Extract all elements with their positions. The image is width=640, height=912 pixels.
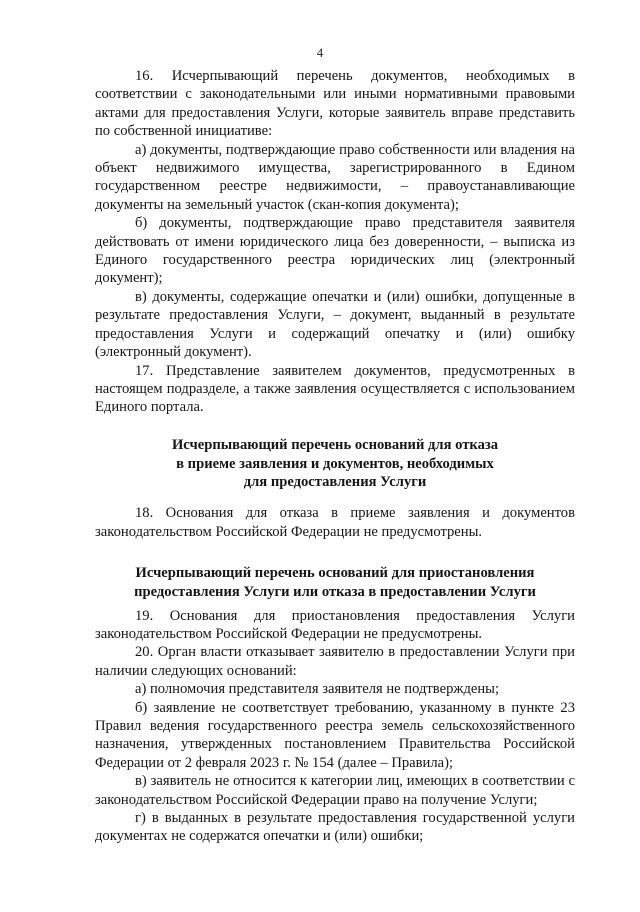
heading-line: Исчерпывающий перечень оснований для приостановления — [135, 564, 535, 581]
page-number: 4 — [316, 46, 324, 60]
spacer — [95, 541, 575, 564]
page-body — [95, 67, 575, 846]
paragraph-20c: в) заявитель не относится к категории лиц, имеющих в соответствии с законодательством Российской Федерации право на получение Услуги; — [95, 773, 575, 808]
paragraph-19: 19. Основания для приостановления предоставления Услуги законодательством Российской Федерации не предусмотрены. — [95, 607, 575, 642]
paragraph-16b: б) документы, подтверждающие право представителя заявителя действовать от имени юридического лица без доверенности, – выписка из Единого государственного реестра юридических лиц (электронный документ); — [95, 215, 575, 287]
paragraph-18: 18. Основания для отказа в приеме заявления и документов законодательством Российской Федерации не предусмотрены. — [95, 505, 575, 540]
section-heading-refusal-acceptance — [95, 436, 575, 492]
section-heading-suspension-refusal — [95, 564, 575, 602]
paragraph-16c: в) документы, содержащие опечатки и (или) ошибки, допущенные в результате предоставления Услуги, – документ, выданный в результате предоставления Услуги и содержащий опечатку и (или) ошибку (электронный документ). — [95, 288, 575, 361]
paragraph-16: 16. Исчерпывающий перечень документов, необходимых в соответствии с законодательными или иными нормативными правовыми актами для предоставления Услуги, которые заявитель вправе представить по собственной инициативе: — [95, 68, 575, 140]
paragraph-20d: г) в выданных в результате предоставления государственной услуги документах не содержатся опечатки и (или) ошибки; — [95, 809, 575, 845]
spacer — [95, 492, 575, 504]
paragraph-20: 20. Орган власти отказывает заявителю в предоставлении Услуги при наличии следующих оснований: — [95, 644, 575, 679]
paragraph-20b: б) заявление не соответствует требованию, указанному в пункте 23 Правил ведения государственного реестра земель сельскохозяйственного назначения, утвержденных постановлением Правительства Российской Федерации от 2 февраля 2023 г. № 154 (далее – Правила); — [95, 699, 575, 771]
heading-line: предоставления Услуги или отказа в предоставлении Услуги — [134, 583, 536, 600]
paragraph-16a: а) документы, подтверждающие право собственности или владения на объект недвижимого имущества, зарегистрированного в Едином государственном реестре недвижимости, – правоустанавливающие документы на земельный участок (скан-копия документа); — [95, 141, 575, 213]
spacer — [95, 417, 575, 436]
paragraph-20a: а) полномочия представителя заявителя не подтверждены; — [135, 681, 500, 698]
heading-line: для предоставления Услуги — [243, 474, 427, 491]
heading-line: в приеме заявления и документов, необходимых — [176, 455, 494, 472]
heading-line: Исчерпывающий перечень оснований для отказа — [171, 436, 499, 453]
paragraph-17: 17. Представление заявителем документов, предусмотренных в настоящем подразделе, а также заявления осуществляется с использованием Единого портала. — [95, 362, 575, 416]
